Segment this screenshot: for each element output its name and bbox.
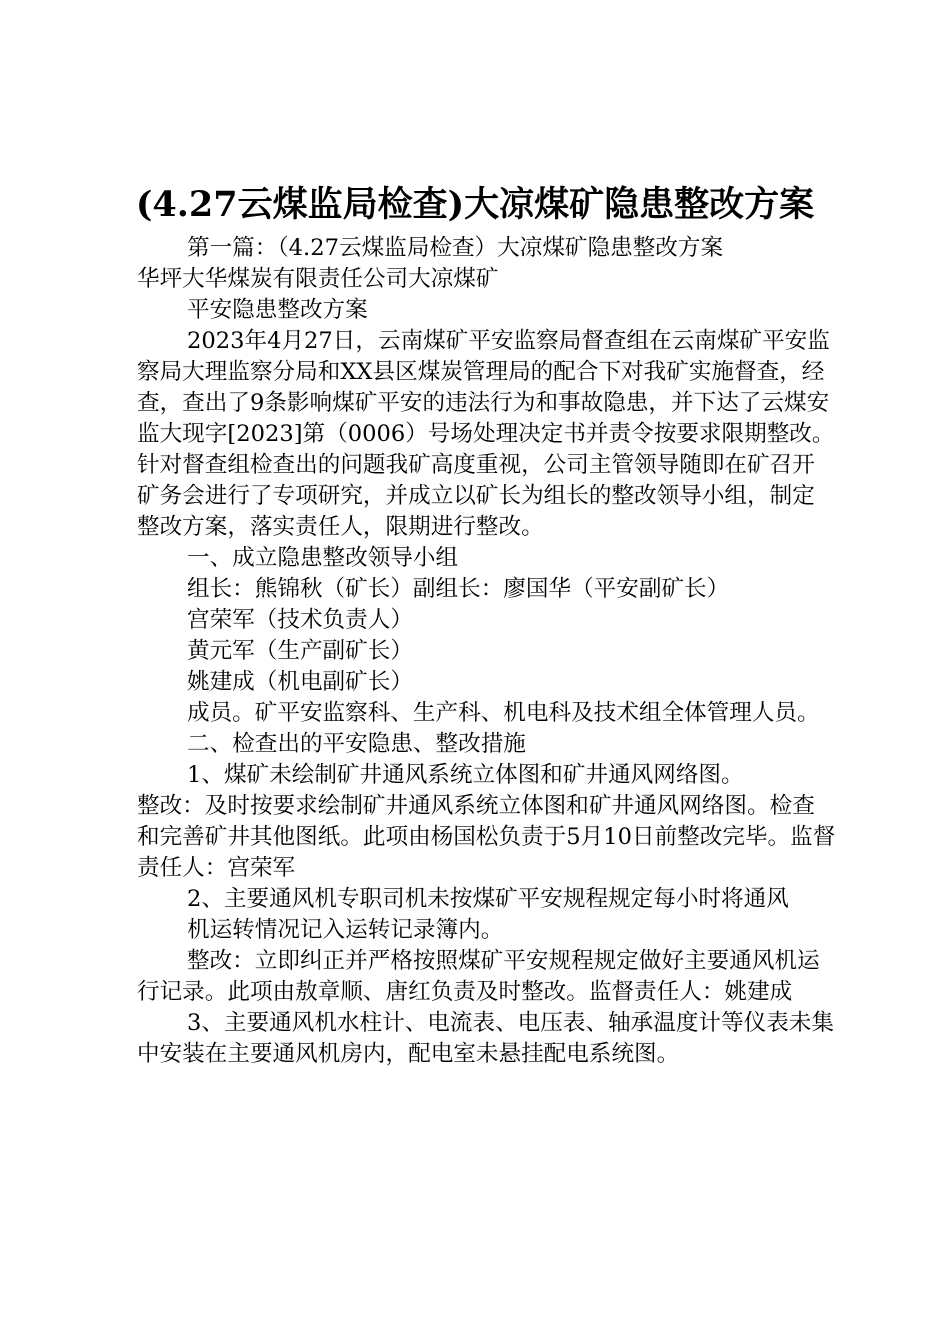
hazard-item-2-cont: 机运转情况记入运转记录簿内。 [187,917,504,943]
heading-hazards-measures: 二、检查出的平安隐患、整改措施 [187,731,526,757]
group-leaders: 组长：熊锦秋（矿长）副组长：廖国华（平安副矿长） [187,576,730,602]
rectification-item-2: 整改：立即纠正并严格按照煤矿平安规程规定做好主要通风机运行记录。此项由敖章顺、唐红负责及时整改。监督责任人：姚建成 [137,948,820,1005]
group-member-electromech: 姚建成（机电副矿长） [187,669,413,695]
group-members: 成员。矿平安监察科、生产科、机电科及技术组全体管理人员。 [187,700,820,726]
document-title: (4.27云煤监局检查)大凉煤矿隐患整改方案 [135,184,815,225]
rectification-item-1: 整改：及时按要求绘制矿井通风系统立体图和矿井通风网络图。检查和完善矿井其他图纸。此项由杨国松负责于5月10日前整改完毕。监督责任人：宫荣军 [137,793,836,881]
hazard-item-3: 3、主要通风机水柱计、电流表、电压表、轴承温度计等仪表未集中安装在主要通风机房内，配电室未悬挂配电系统图。 [137,1010,834,1067]
heading-leadership-group: 一、成立隐患整改领导小组 [187,545,459,571]
section-heading: 第一篇：（4.27云煤监局检查）大凉煤矿隐患整改方案 [187,235,724,261]
company-name: 华坪大华煤炭有限责任公司大凉煤矿 [137,266,499,292]
group-member-tech: 宫荣军（技术负责人） [187,607,413,633]
plan-title: 平安隐患整改方案 [187,297,368,323]
hazard-item-1: 1、煤矿未绘制矿井通风系统立体图和矿井通风网络图。 [187,762,744,788]
document-body [137,233,837,1070]
hazard-item-2: 2、主要通风机专职司机未按煤矿平安规程规定每小时将通风 [187,886,789,912]
intro-paragraph: 2023年4月27日，云南煤矿平安监察局督查组在云南煤矿平安监察局大理监察分局和XX县区煤炭管理局的配合下对我矿实施督查，经查，查出了9条影响煤矿平安的违法行为和事故隐患，并下达了云煤安监大现字[2023]第（0006）号场处理决定书并责令按要求限期整改。针对督查组检查出的问题我矿高度重视，公司主管领导随即在矿召开矿务会进行了专项研究，并成立以矿长为组长的整改领导小组，制定整改方案，落实责任人，限期进行整改。 [137,328,835,540]
group-member-production: 黄元军（生产副矿长） [187,638,413,664]
